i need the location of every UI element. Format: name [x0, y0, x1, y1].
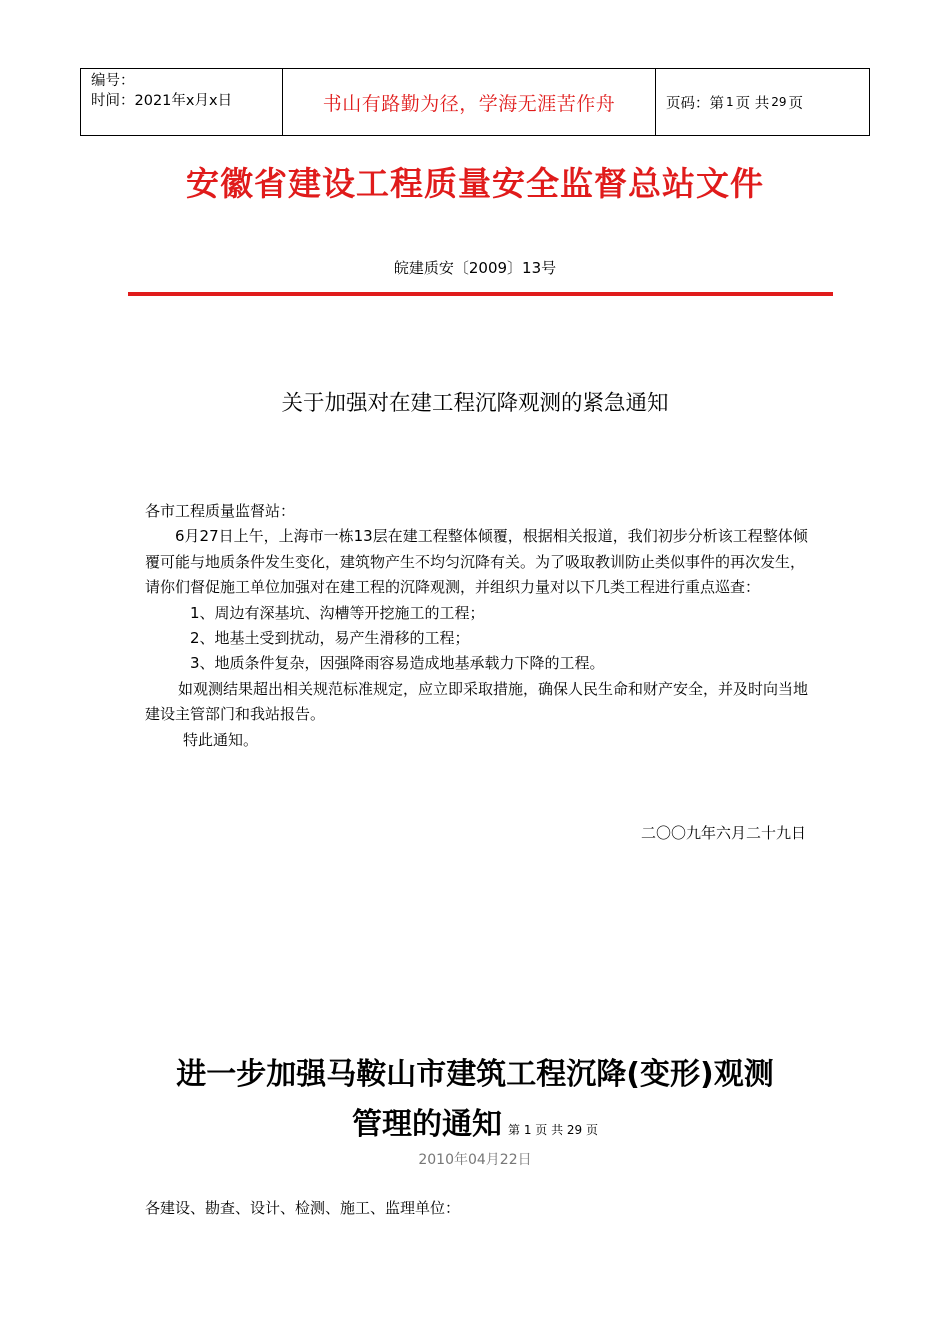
- notice-title: 关于加强对在建工程沉降观测的紧急通知: [281, 391, 669, 416]
- second-addressee: 各建设、勘查、设计、检测、施工、监理单位：: [145, 1199, 461, 1217]
- header-meta-cell: [81, 69, 283, 135]
- page-mid: 页 共: [735, 95, 770, 112]
- list-item: 1、周边有深基坑、沟槽等开挖施工的工程；: [190, 603, 485, 622]
- second-page-note: 第 1 页 共 29 页: [508, 1123, 598, 1137]
- second-title-line-2-wrap: [0, 1100, 950, 1155]
- number-label: 编号：: [91, 73, 135, 89]
- second-notice-title: [0, 1050, 950, 1155]
- notice-body: [145, 499, 810, 753]
- list-item: 3、地质条件复杂，因强降雨容易造成地基承载力下降的工程。: [190, 654, 605, 673]
- list-item: 2、地基土受到扰动，易产生滑移的工程；: [190, 629, 470, 648]
- paragraph-2: 如观测结果超出相关规范标准规定，应立即采取措施，确保人民生命和财产安全，并及时向当地建设主管部门和我站报告。: [145, 679, 809, 724]
- time-label: 时间：2021年x月x日: [91, 93, 233, 109]
- second-notice-date: 2010年04月22日: [418, 1152, 532, 1168]
- closing-line: 特此通知。: [183, 730, 259, 749]
- red-divider: [128, 292, 833, 296]
- document-number: 皖建质安〔2009〕13号: [393, 259, 557, 277]
- page-suffix: 页: [788, 95, 804, 112]
- motto-cell: [283, 69, 656, 135]
- motto-text: 书山有路勤为径，学海无涯苦作舟: [322, 92, 616, 115]
- paragraph-1: 6月27日上午，上海市一栋13层在建工程整体倾覆，根据相关报道，我们初步分析该工程整体倾覆可能与地质条件发生变化，建筑物产生不均匀沉降有关。为了吸取教训防止类似事件的再次发生，请你们督促施工单位加强对在建工程的沉降观测，并组织力量对以下几类工程进行重点巡查：: [145, 527, 808, 597]
- header-table: [80, 68, 870, 136]
- page-current: 1: [726, 95, 734, 109]
- document-title: 安徽省建设工程质量安全监督总站文件: [186, 164, 764, 203]
- page-total: 29: [771, 95, 787, 109]
- second-title-line-2: 管理的通知: [352, 1107, 502, 1142]
- page-prefix: 页码：第: [666, 95, 724, 112]
- signature-date: 二〇〇九年六月二十九日: [640, 824, 806, 842]
- page-info-cell: [656, 69, 869, 135]
- second-title-line-1: 进一步加强马鞍山市建筑工程沉降(变形)观测: [176, 1057, 774, 1092]
- salutation: 各市工程质量监督站：: [145, 502, 296, 520]
